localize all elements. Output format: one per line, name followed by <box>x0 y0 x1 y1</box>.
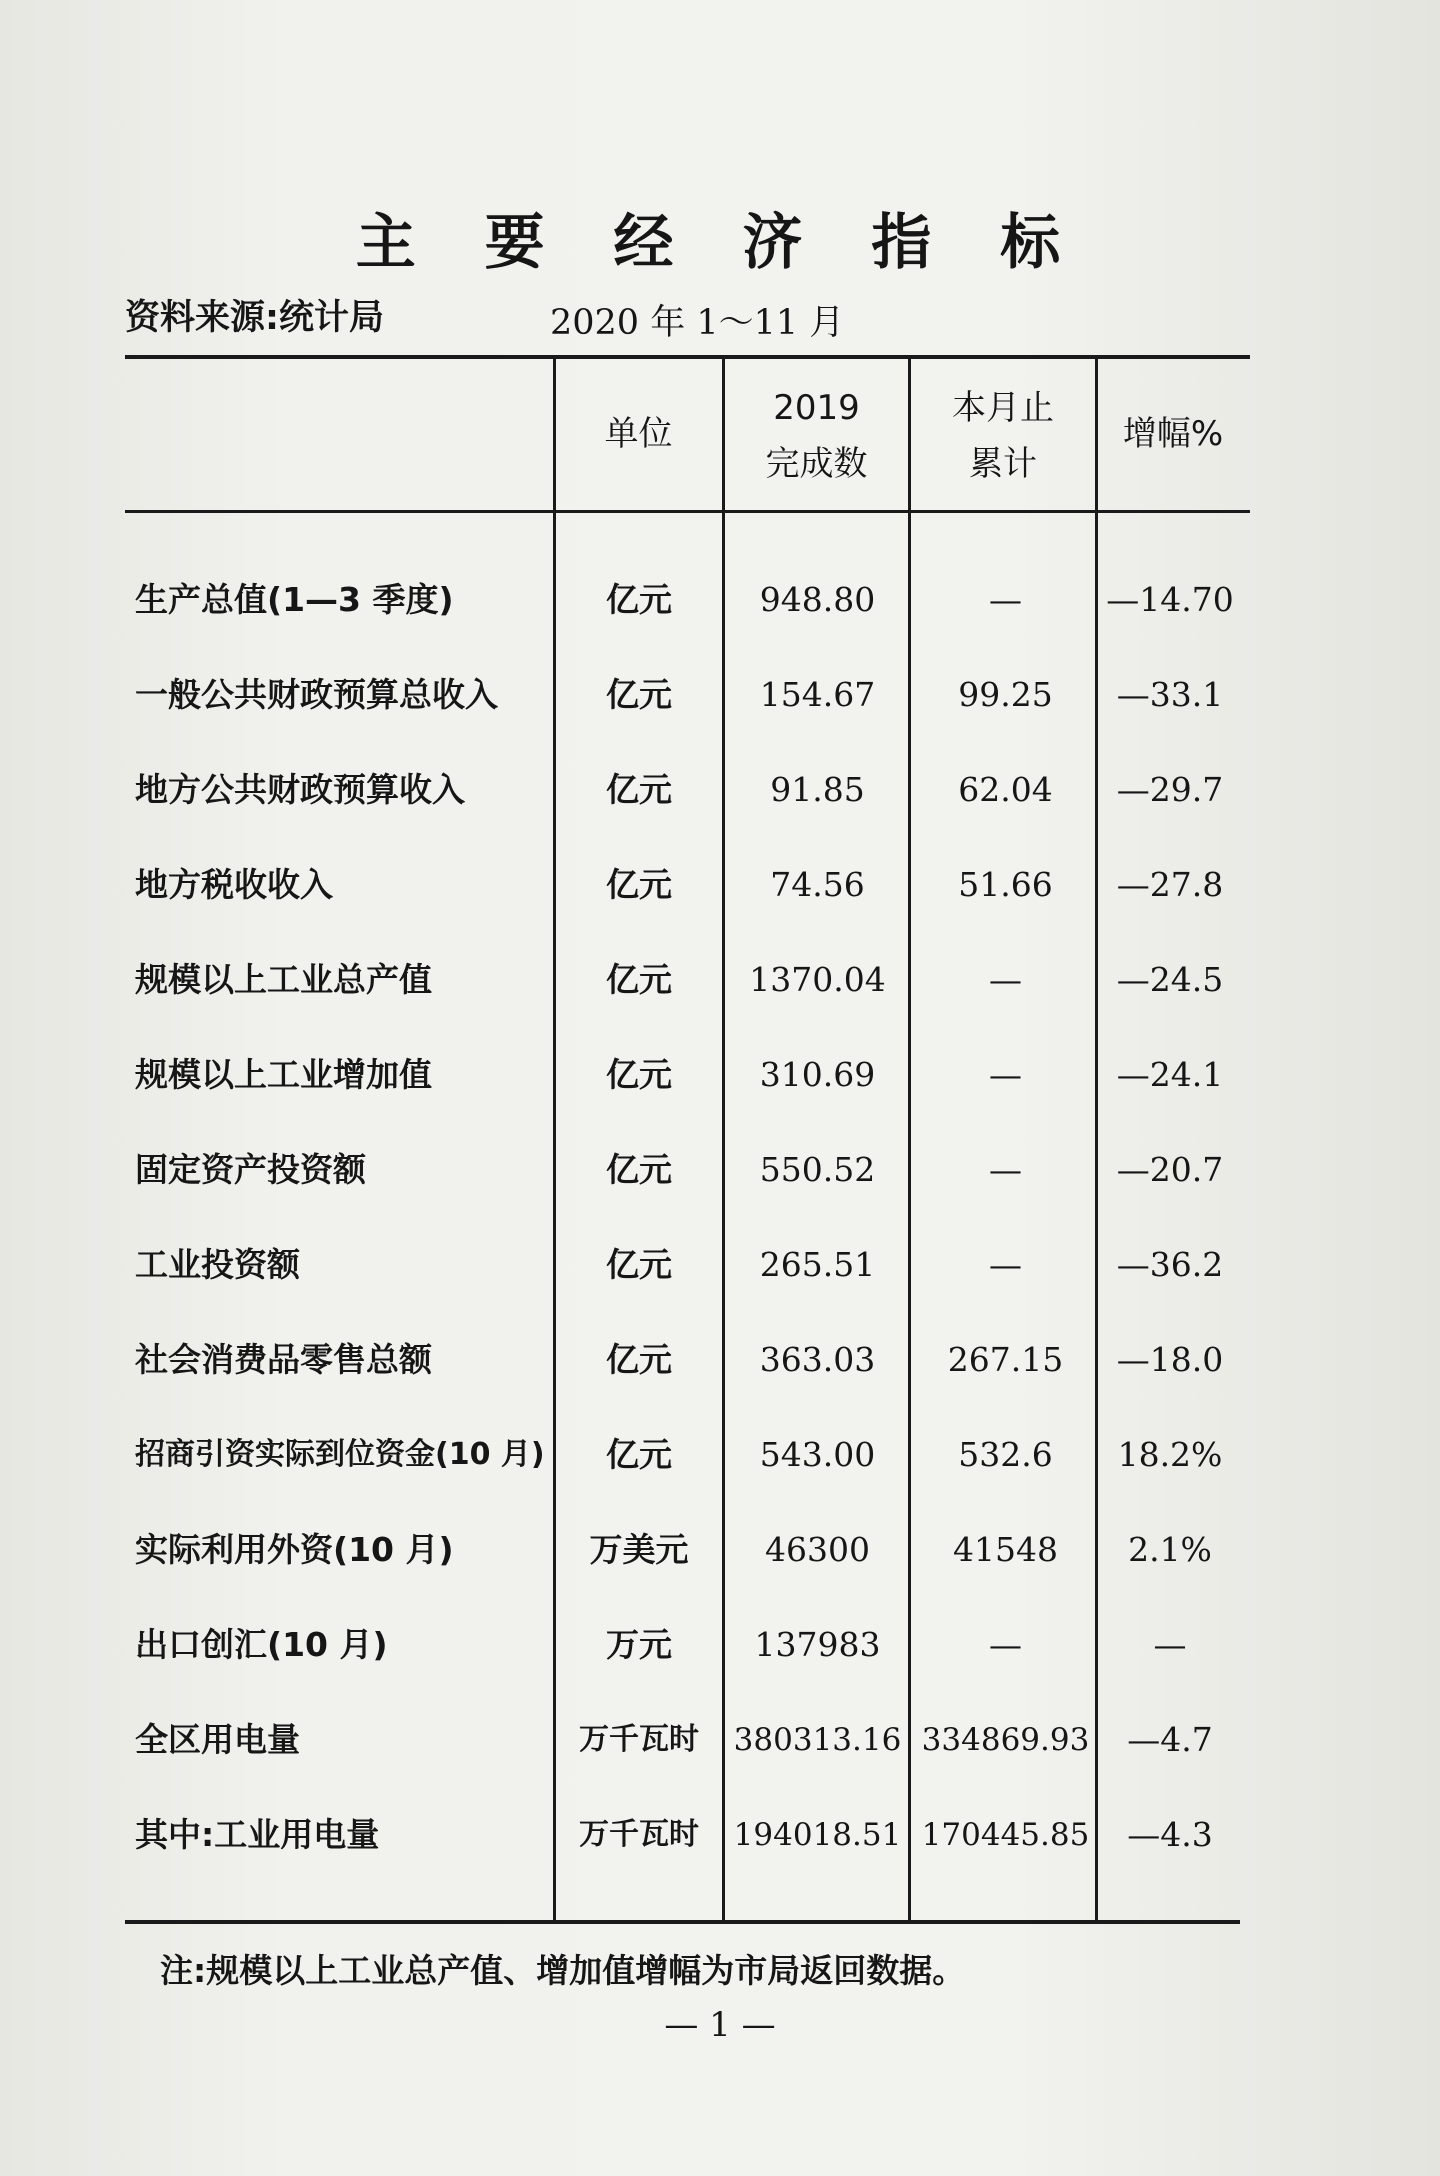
indicator-unit: 亿元 <box>606 770 672 809</box>
header-cumulative-line2: 累计 <box>969 444 1037 484</box>
value-cumulative: 170445.85 <box>921 1817 1090 1853</box>
value-2019: 194018.51 <box>733 1817 902 1853</box>
value-2019: 154.67 <box>759 675 876 714</box>
header-2019-line2: 完成数 <box>765 444 868 484</box>
table-row <box>0 850 1440 920</box>
table-row <box>0 1230 1440 1300</box>
indicator-name: 地方税收收入 <box>135 865 333 904</box>
value-cumulative: 267.15 <box>947 1340 1064 1379</box>
indicator-name: 一般公共财政预算总收入 <box>135 675 498 714</box>
value-2019: 137983 <box>754 1625 881 1664</box>
indicator-unit: 亿元 <box>606 960 672 999</box>
value-2019: 948.80 <box>759 580 876 619</box>
indicator-name: 固定资产投资额 <box>135 1150 366 1189</box>
value-cumulative: 62.04 <box>958 770 1053 809</box>
data-source: 资料来源:统计局 <box>125 298 384 338</box>
page-number: — 1 — <box>664 2005 776 2045</box>
value-cumulative: — <box>989 1625 1022 1664</box>
value-2019: 46300 <box>765 1530 870 1569</box>
table-row <box>0 755 1440 825</box>
table-row <box>0 1610 1440 1680</box>
header-2019-line1: 2019 <box>773 388 860 428</box>
footnote: 注:规模以上工业总产值、增加值增幅为市局返回数据。 <box>160 1951 966 1990</box>
indicator-unit: 亿元 <box>606 1435 672 1474</box>
indicator-name: 出口创汇(10 月) <box>135 1625 388 1664</box>
value-2019: 310.69 <box>759 1055 876 1094</box>
document-title: 主 要 经 济 指 标 <box>355 208 1085 278</box>
value-cumulative: 51.66 <box>958 865 1053 904</box>
header-unit: 单位 <box>604 414 673 454</box>
table-row <box>0 1800 1440 1870</box>
indicator-unit: 亿元 <box>606 1150 672 1189</box>
value-cumulative: 334869.93 <box>921 1722 1090 1758</box>
value-change: — <box>1153 1625 1187 1664</box>
table-row <box>0 1325 1440 1395</box>
header-cumulative-line1: 本月止 <box>952 388 1054 428</box>
value-change: —24.1 <box>1116 1055 1224 1094</box>
value-2019: 74.56 <box>770 865 865 904</box>
value-2019: 91.85 <box>770 770 865 809</box>
table-row <box>0 1420 1440 1490</box>
value-change: —29.7 <box>1116 770 1224 809</box>
indicator-unit: 亿元 <box>606 1340 672 1379</box>
value-change: —4.3 <box>1127 1815 1213 1854</box>
indicator-name: 生产总值(1—3 季度) <box>135 580 454 619</box>
indicator-name: 招商引资实际到位资金(10 月) <box>135 1437 545 1472</box>
table-top-rule <box>125 355 1250 359</box>
value-cumulative: — <box>989 1245 1022 1284</box>
value-cumulative: 41548 <box>953 1530 1058 1569</box>
header-change: 增幅% <box>1122 414 1224 454</box>
value-change: —4.7 <box>1127 1720 1213 1759</box>
value-2019: 380313.16 <box>733 1722 902 1758</box>
value-change: —20.7 <box>1116 1150 1224 1189</box>
table-row <box>0 945 1440 1015</box>
value-change: 18.2% <box>1117 1435 1223 1474</box>
indicator-name: 全区用电量 <box>135 1720 300 1759</box>
indicator-name: 其中:工业用电量 <box>135 1815 380 1854</box>
value-2019: 550.52 <box>759 1150 876 1189</box>
value-change: —27.8 <box>1116 865 1224 904</box>
value-2019: 363.03 <box>759 1340 876 1379</box>
table-bottom-rule <box>125 1920 1240 1924</box>
value-change: —36.2 <box>1116 1245 1224 1284</box>
table-header-rule <box>125 510 1250 513</box>
value-change: —33.1 <box>1116 675 1224 714</box>
value-change: —18.0 <box>1116 1340 1224 1379</box>
indicator-unit: 亿元 <box>606 1245 672 1284</box>
indicator-unit: 亿元 <box>606 675 672 714</box>
value-2019: 265.51 <box>759 1245 876 1284</box>
indicator-name: 实际利用外资(10 月) <box>135 1530 454 1569</box>
indicator-unit: 万元 <box>606 1625 672 1664</box>
indicator-unit: 亿元 <box>606 865 672 904</box>
indicator-unit: 万千瓦时 <box>579 1722 699 1757</box>
indicator-name: 社会消费品零售总额 <box>135 1340 432 1379</box>
value-cumulative: 532.6 <box>958 1435 1053 1474</box>
value-cumulative: 99.25 <box>958 675 1053 714</box>
table-row <box>0 1040 1440 1110</box>
value-change: —14.70 <box>1106 580 1234 619</box>
table-row <box>0 1705 1440 1775</box>
value-change: —24.5 <box>1116 960 1224 999</box>
value-change: 2.1% <box>1128 1530 1212 1569</box>
table-row <box>0 565 1440 635</box>
indicator-name: 地方公共财政预算收入 <box>135 770 465 809</box>
indicator-name: 工业投资额 <box>135 1245 300 1284</box>
value-cumulative: — <box>989 580 1022 619</box>
value-cumulative: — <box>989 1055 1022 1094</box>
indicator-unit: 亿元 <box>606 580 672 619</box>
table-row <box>0 660 1440 730</box>
value-cumulative: — <box>989 960 1022 999</box>
indicator-unit: 亿元 <box>606 1055 672 1094</box>
value-2019: 543.00 <box>759 1435 876 1474</box>
indicator-unit: 万千瓦时 <box>579 1817 699 1852</box>
table-row <box>0 1135 1440 1205</box>
table-row <box>0 1515 1440 1585</box>
value-2019: 1370.04 <box>749 960 886 999</box>
value-cumulative: — <box>989 1150 1022 1189</box>
indicator-name: 规模以上工业总产值 <box>135 960 432 999</box>
report-period: 2020 年 1～11 月 <box>550 303 845 343</box>
indicator-unit: 万美元 <box>589 1530 689 1569</box>
indicator-name: 规模以上工业增加值 <box>135 1055 432 1094</box>
